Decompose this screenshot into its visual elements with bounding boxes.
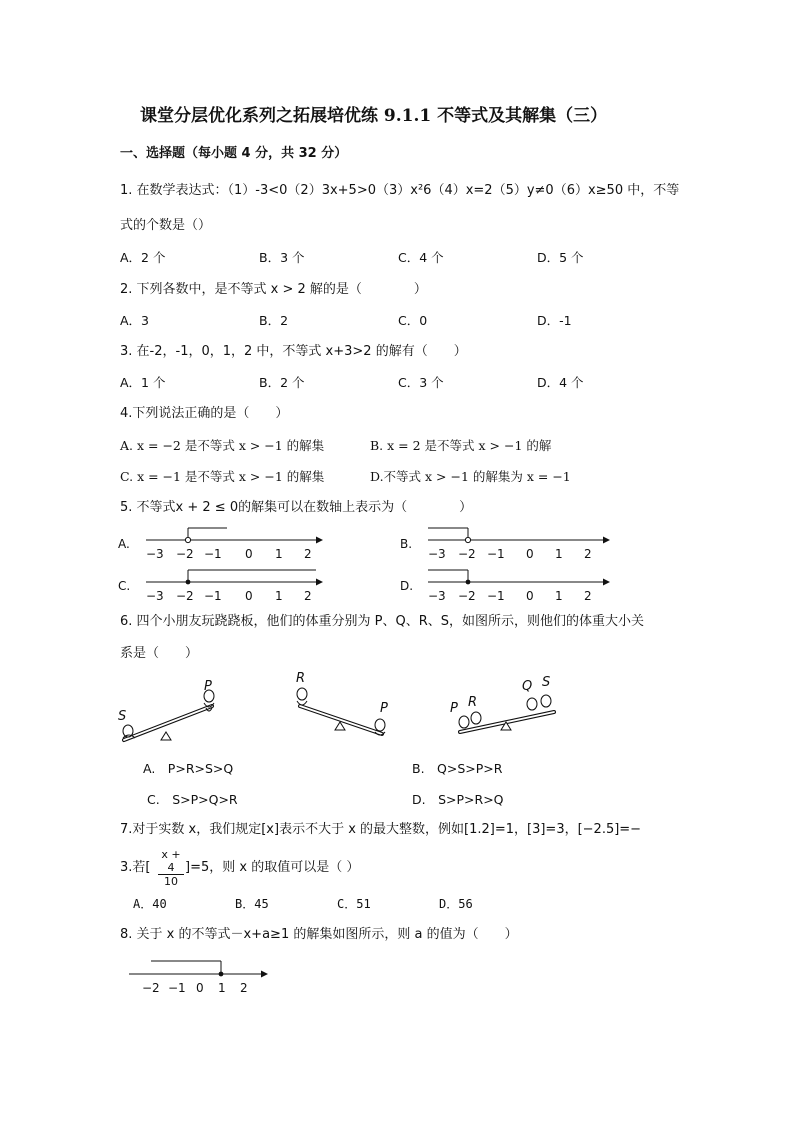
q7-option-b: B．45 [235, 897, 269, 911]
q8-number-line [125, 952, 275, 997]
q5-label-b: B. [400, 537, 413, 551]
q3-option-a: A．1 个 [120, 375, 166, 390]
q1-stem-line2: 式的个数是（） [120, 218, 212, 233]
q6-stem-line1: 6. 四个小朋友玩跷跷板，他们的体重分别为 P、Q、R、S，如图所示，则他们的体重大小关 [120, 614, 645, 629]
q4-option-d: D.不等式 x > −1 的解集为 x = −1 [370, 469, 571, 484]
seesaw-2-kid-r [297, 688, 307, 700]
q7-stem-line2-post: ]=5，则 x 的取值可以是（ ） [185, 860, 360, 875]
q6-option-c: C. S>P>Q>R [147, 792, 238, 807]
q5-c-ticks [146, 589, 312, 603]
q3-option-c: C．3 个 [398, 375, 444, 390]
q1-option-b: B．3 个 [259, 250, 305, 265]
q5-label-a: A. [118, 537, 130, 551]
q6-option-a: A. P>R>S>Q [143, 761, 234, 776]
seesaw-3-kid-r [471, 712, 481, 724]
q5-b-tick: 1 [555, 547, 563, 561]
q5-a-tick: −3 [146, 547, 164, 561]
seesaw-3-label-p: P [450, 701, 458, 716]
q5-b-arrow [603, 537, 610, 544]
seesaw-1-pivot [161, 732, 171, 740]
q8-tick: 2 [240, 981, 248, 995]
q4-option-c: C. x = −1 是不等式 x > −1 的解集 [120, 469, 325, 484]
section-heading: 一、选择题（每小题 4 分，共 32 分） [120, 146, 348, 161]
q1-stem-line1: 1. 在数学表达式：（1）-3<0（2）3x+5>0（3）x²6（4）x=2（5）y≠0（6）x≥50 中，不等 [120, 183, 680, 198]
seesaw-2-label-p: P [380, 701, 388, 716]
seesaw-3-label-q: Q [522, 679, 533, 694]
seesaw-3-label-s: S [542, 675, 551, 690]
q5-a-tick: 0 [245, 547, 253, 561]
q7-option-c: C．51 [337, 897, 371, 911]
q5-c-tick: −3 [146, 589, 164, 603]
q8-stem: 8. 关于 x 的不等式－x+a≥1 的解集如图所示，则 a 的值为（ ） [120, 927, 518, 942]
q8-solid-dot [219, 972, 224, 977]
q7-fraction-numerator: x + 4 [161, 848, 181, 874]
q5-b-ticks [428, 547, 592, 561]
q6-stem-line2: 系是（ ） [120, 646, 199, 661]
q5-a-tick: 1 [275, 547, 283, 561]
q6-option-d: D. S>P>R>Q [412, 792, 504, 807]
q5-label-c: C. [118, 579, 131, 593]
seesaw-2-label-r: R [296, 671, 306, 686]
q7-option-d: D．56 [439, 897, 473, 911]
q2-option-a: A．3 [120, 313, 150, 328]
seesaw-1-label-s: S [118, 709, 127, 724]
q5-b-open-dot [465, 537, 470, 542]
q5-a-tick: −2 [176, 547, 194, 561]
seesaw-3-kid-p [459, 716, 469, 728]
q5-c-tick: 1 [275, 589, 283, 603]
seesaw-3-kid-q [527, 698, 537, 710]
q5-number-lines [110, 520, 630, 612]
q8-tick: 1 [218, 981, 226, 995]
q4-option-b: B. x = 2 是不等式 x > −1 的解 [370, 438, 552, 453]
q4-stem: 4.下列说法正确的是（ ） [120, 406, 289, 421]
q5-d-tick: 1 [555, 589, 563, 603]
q8-tick: 0 [196, 981, 204, 995]
q5-a-ticks [146, 547, 312, 561]
seesaw-1 [118, 679, 214, 740]
seesaw-2-kid-p [375, 719, 385, 731]
q2-option-c: C．0 [398, 313, 428, 328]
q5-d-tick: −1 [487, 589, 505, 603]
q5-d-arrow [603, 579, 610, 586]
q5-c-tick: 0 [245, 589, 253, 603]
q2-stem: 2. 下列各数中，是不等式 x > 2 解的是（ ） [120, 282, 427, 297]
q5-a-open-dot [185, 537, 190, 542]
seesaw-1-label-p: P [204, 679, 212, 694]
q5-d-tick: 2 [584, 589, 592, 603]
q2-option-b: B．2 [259, 313, 289, 328]
q5-a-arrow [316, 537, 323, 544]
q8-tick: −2 [142, 981, 160, 995]
q7-fraction-denominator: 10 [158, 874, 184, 888]
q3-option-d: D．4 个 [537, 375, 584, 390]
q3-option-b: B．2 个 [259, 375, 305, 390]
q3-stem: 3. 在-2，-1，0，1，2 中，不等式 x+3>2 的解有（ ） [120, 344, 467, 359]
q8-arrow [261, 971, 268, 978]
q6-option-b: B. Q>S>P>R [412, 761, 503, 776]
q5-c-tick: −1 [204, 589, 222, 603]
seesaw-2 [296, 671, 388, 735]
q4-option-a: A. x = −2 是不等式 x > −1 的解集 [120, 438, 325, 453]
q1-option-a: A．2 个 [120, 250, 166, 265]
q1-option-d: D．5 个 [537, 250, 584, 265]
q5-b-tick: −3 [428, 547, 446, 561]
q5-c-solid-dot [186, 580, 191, 585]
q5-b-tick: 2 [584, 547, 592, 561]
q7-stem-line2-pre: 3.若[ [120, 860, 151, 875]
seesaw-3-label-r: R [468, 695, 478, 710]
q6-seesaw-figures [110, 668, 580, 750]
q5-d-tick: −3 [428, 589, 446, 603]
page-title: 课堂分层优化系列之拓展培优练 9.1.1 不等式及其解集（三） [140, 106, 608, 126]
seesaw-3 [450, 675, 554, 732]
q5-d-ticks [428, 589, 592, 603]
q5-d-tick: −2 [458, 589, 476, 603]
q8-tick: −1 [168, 981, 186, 995]
seesaw-3-kid-s [541, 695, 551, 707]
seesaw-2-pivot [335, 722, 345, 730]
q5-b-tick: −1 [487, 547, 505, 561]
q7-fraction [158, 848, 184, 888]
seesaw-2-kid-r-body [297, 701, 307, 705]
q5-b-tick: −2 [458, 547, 476, 561]
q2-option-d: D．-1 [537, 313, 572, 328]
q5-a-tick: 2 [304, 547, 312, 561]
q5-label-d: D. [400, 579, 414, 593]
q1-option-c: C．4 个 [398, 250, 444, 265]
q7-stem-line1: 7.对于实数 x，我们规定[x]表示不大于 x 的最大整数，例如[1.2]=1，[3]=3，[−2.5]=− [120, 822, 642, 837]
q5-c-tick: −2 [176, 589, 194, 603]
q5-b-tick: 0 [526, 547, 534, 561]
q5-d-tick: 0 [526, 589, 534, 603]
q5-a-tick: −1 [204, 547, 222, 561]
q5-stem: 5. 不等式x + 2 ≤ 0的解集可以在数轴上表示为（ ） [120, 500, 473, 515]
q5-d-solid-dot [466, 580, 471, 585]
q5-c-arrow [316, 579, 323, 586]
q7-option-a: A．40 [133, 897, 167, 911]
q5-c-tick: 2 [304, 589, 312, 603]
